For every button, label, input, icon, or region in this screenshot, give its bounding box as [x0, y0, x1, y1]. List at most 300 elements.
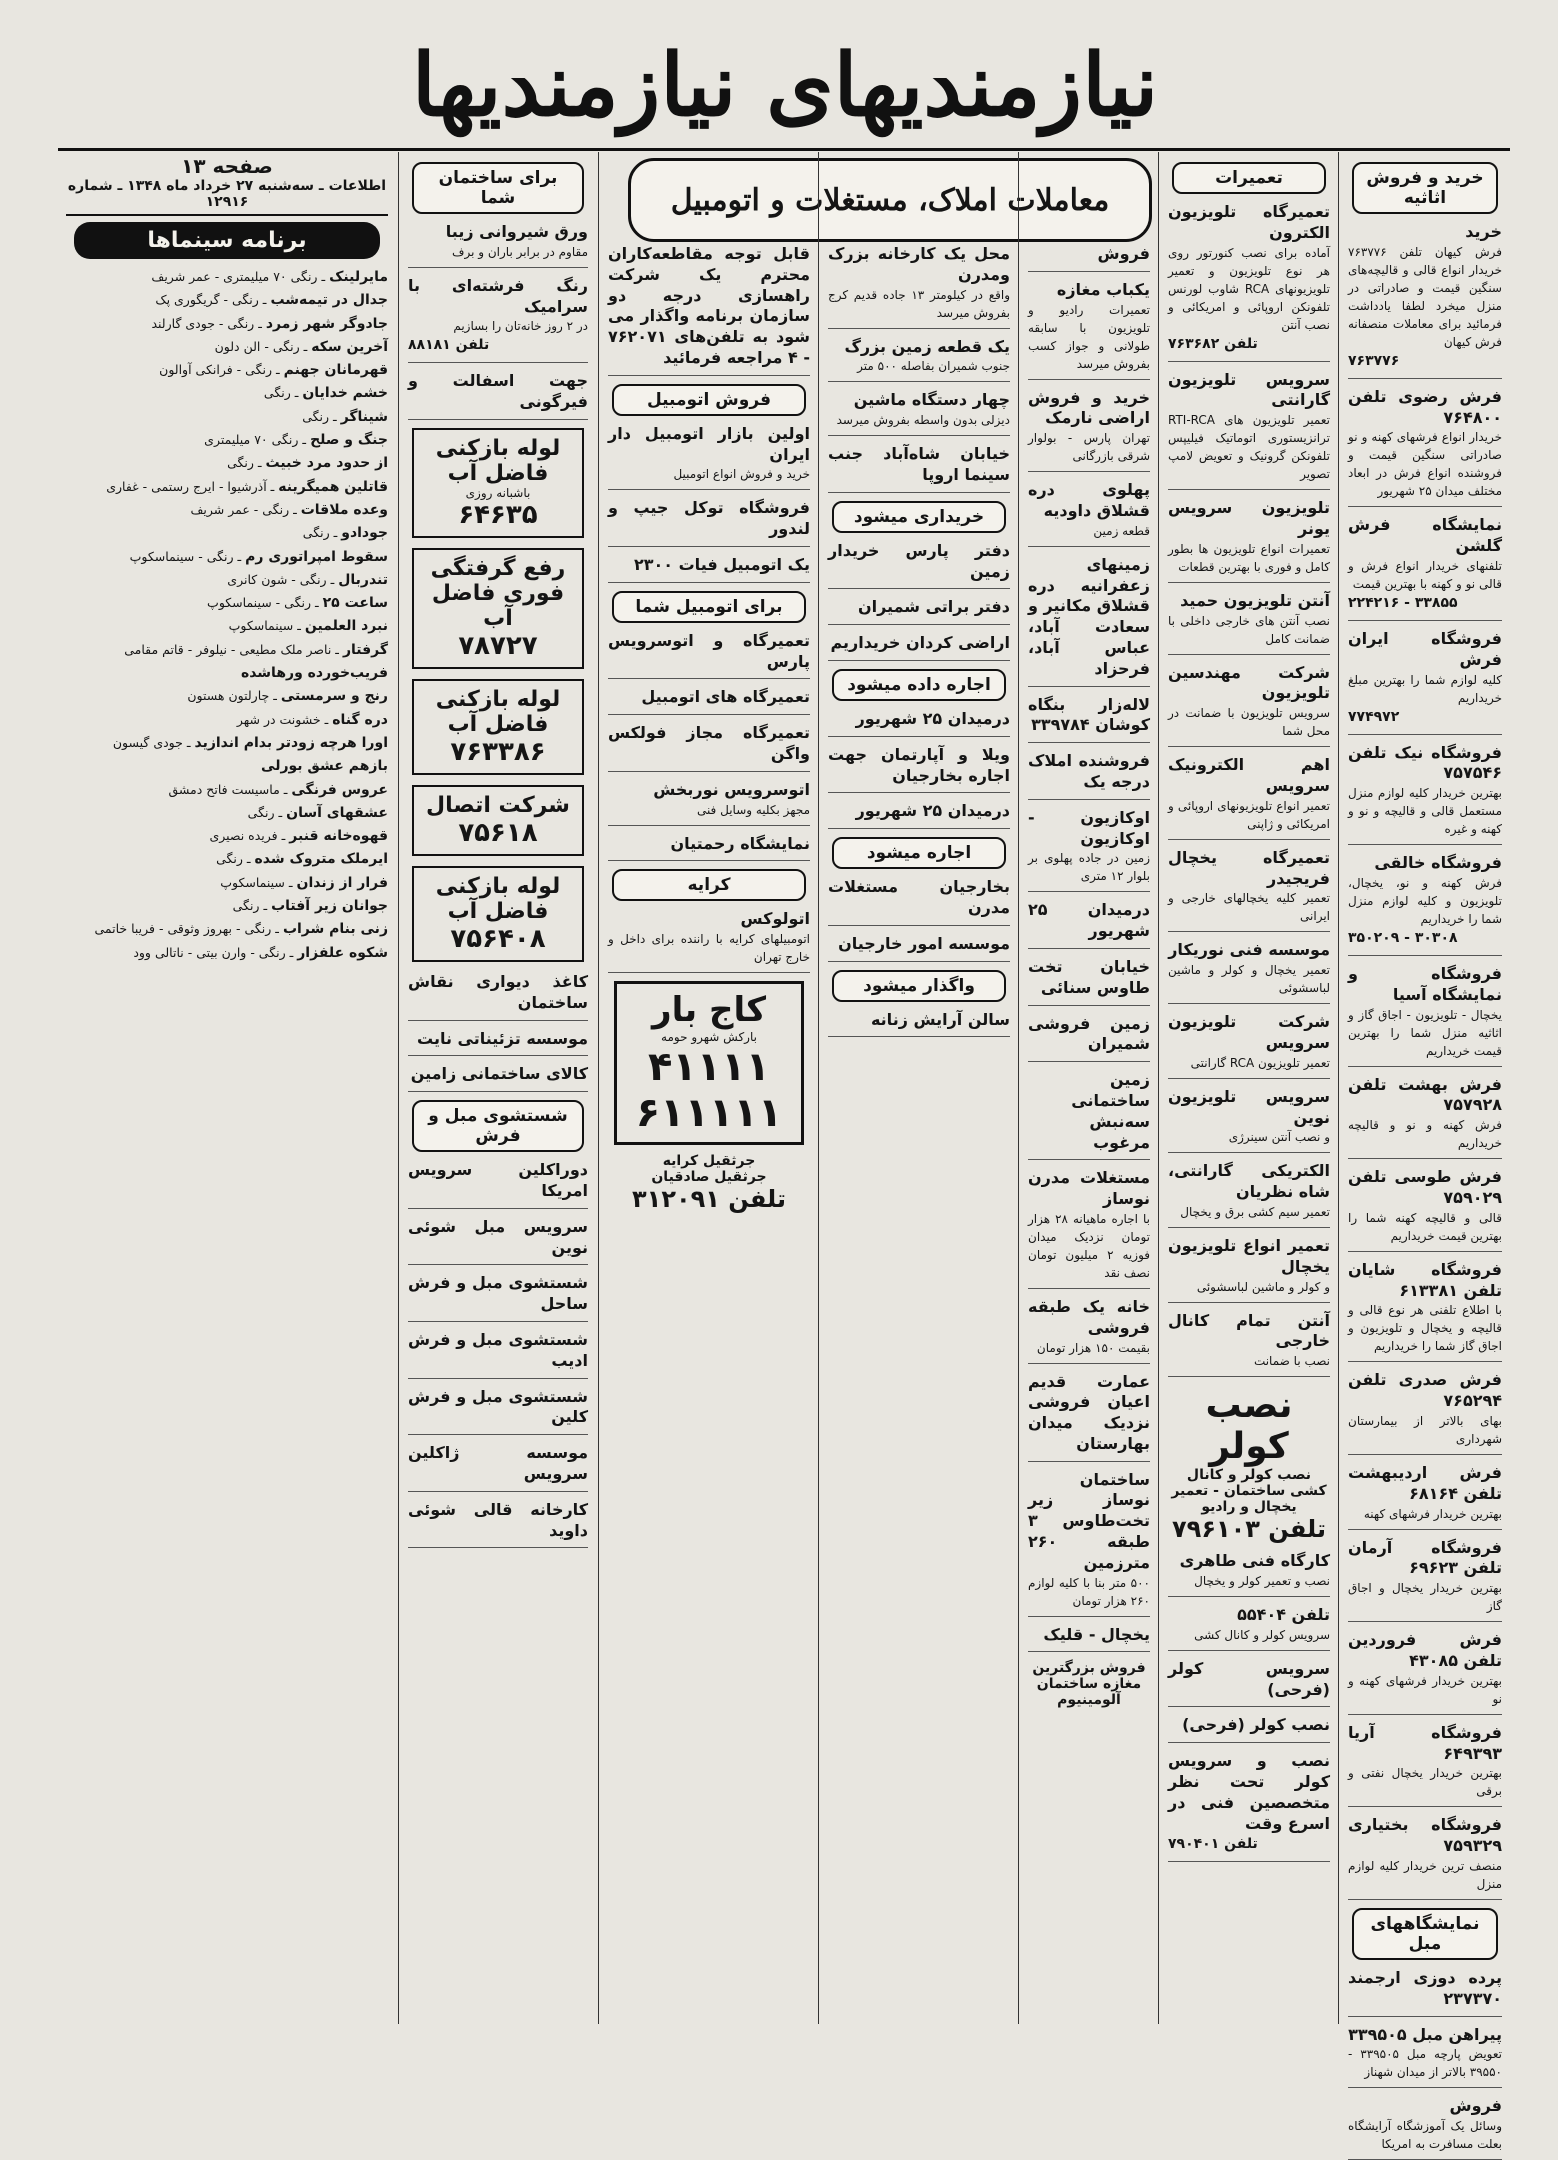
ad-body: تعمیرات انواع تلویزیون ها بطور کامل و فوری با بهترین قطعات: [1168, 541, 1330, 574]
separator: ـ: [317, 269, 330, 284]
film-details: رنگی - عمر شریف: [190, 501, 290, 517]
ad-title: عمارت قدیم اعیان فروشی نزدیک میدان بهارستان: [1028, 1371, 1150, 1453]
classified-ad: [1168, 1087, 1330, 1154]
ad-title: نمایشگاه رحمتیان: [670, 833, 810, 853]
classified-ad: [408, 1064, 588, 1092]
framed-ad-phone: ۶۴۶۳۵: [458, 499, 538, 530]
film-title: وعده ملاقات: [300, 501, 388, 518]
column-divider: [598, 152, 599, 2024]
ad-title: فروشگاه توکل جیپ و لندور: [608, 498, 810, 539]
ad-body: تعمیرات رادیو و تلویزیون با سابقه طولانی و جواز کسب بفروش میرسد: [1028, 302, 1150, 371]
ad-title: شستشوی مبل و فرش ادیب: [408, 1329, 588, 1370]
classified-ad: [1348, 1968, 1502, 2017]
film-details: رنگی - وارن بیتی - ناتالی وود: [133, 944, 286, 960]
film-title: ساعت ۲۵: [322, 595, 388, 612]
ad-title: مستغلات مدرن نوساز: [1028, 1168, 1150, 1209]
classified-ad: [608, 498, 810, 547]
cinema-listing: [66, 500, 388, 520]
autolux-ad: [608, 909, 810, 973]
ad-title: سرویس تلویزیون گارانتی: [1168, 369, 1330, 410]
classified-ad: [408, 1029, 588, 1057]
separator: ـ: [259, 898, 272, 914]
ad-body: نصب با ضمانت: [1253, 1354, 1330, 1369]
classified-ad: [408, 1160, 588, 1209]
cinema-listing: [66, 640, 388, 660]
crane-ad: [608, 1153, 810, 1213]
classified-ad: [608, 631, 810, 680]
film-details: رنگی: [263, 385, 291, 401]
classified-ad: [1028, 480, 1150, 547]
ad-title: موسسه امور خارجیان: [838, 933, 1010, 953]
classified-ad: [1348, 853, 1502, 956]
section-title: برای ساختمان شما: [412, 162, 584, 214]
classified-ad: [828, 745, 1010, 794]
ad-body: زمین در جاده پهلوی بر بلوار ۱۲ متری: [1028, 851, 1150, 884]
cinema-listing: [66, 570, 388, 590]
ad-body: خرید و فروش انواع اتومبیل: [673, 467, 810, 482]
classified-ad: [1168, 591, 1330, 655]
separator: ـ: [326, 571, 339, 587]
framed-ad-title: شرکت اتصال: [426, 792, 570, 818]
separator: ـ: [298, 432, 311, 448]
cinema-listing: [66, 803, 388, 823]
separator: ـ: [274, 804, 287, 820]
classified-ad: [828, 337, 1010, 383]
ad-title: شرکت تلویزیون سرویس: [1168, 1012, 1330, 1052]
ad-phone: ۷۷۴۹۷۲: [1348, 708, 1400, 725]
film-details: رنگی - الن دلون: [214, 338, 300, 354]
classified-ad: [1168, 663, 1330, 748]
ad-phone: ۲۲۴۲۱۶ - ۳۳۸۵۵: [1348, 594, 1458, 611]
film-details: خشونت در شهر: [236, 711, 321, 727]
cinema-listing: [66, 477, 388, 497]
separator: ـ: [284, 874, 297, 890]
film-details: رنگی - جودی گارلند: [151, 315, 255, 331]
ad-title: رنگ فرشته‌ای با سرامیک: [408, 275, 588, 316]
ad-body: دیزلی بدون واسطه بفروش میرسد: [836, 413, 1010, 428]
section-title: واگذار میشود: [832, 970, 1006, 1002]
classified-ad: [1168, 202, 1330, 362]
ad-body: بهترین خریدار یخچال نفتی و برقی: [1348, 1766, 1502, 1799]
classified-ad: [1168, 1715, 1330, 1743]
ad-body: منصف ترین خریدار کلیه لوازم منزل: [1348, 1858, 1502, 1891]
cinema-listing: [66, 314, 388, 334]
ad-body: وسائل یک آموزشگاه آرایشگاه بعلت مسافرت به امریکا: [1348, 2119, 1502, 2152]
ad-title: فروش: [1449, 2096, 1502, 2116]
film-title: قهرمانان جهنم: [283, 362, 388, 379]
classified-ad: [608, 834, 810, 862]
kooler-subtitle: نصب کولر و کانال کشی ساختمان - تعمیر یخچال و رادیو: [1171, 1467, 1327, 1516]
ad-title: زمین فروشی شمیران: [1028, 1013, 1150, 1054]
classified-ad: [1168, 1311, 1330, 1378]
ad-body: جنوب شمیران بفاصله ۵۰۰ متر: [857, 359, 1010, 374]
ad-title: اوکازیون - اوکازیون: [1028, 807, 1150, 848]
ad-body: با اجاره ماهیانه ۲۸ هزار تومان نزدیک میدان فوزیه ۲ میلیون تومان نصف نقد: [1028, 1211, 1151, 1280]
column-automobile: [600, 240, 818, 2024]
classified-ad: [608, 555, 810, 583]
ad-title: بخارجیان مستغلات مدرن: [828, 877, 1010, 917]
framed-ad: [412, 785, 584, 856]
ad-title: اهم الکترونیک سرویس: [1168, 755, 1330, 795]
classified-ad: [1168, 498, 1330, 583]
ad-title: تعمیرگاه و اتوسرویس پارس: [608, 630, 810, 671]
column-repairs: [1160, 152, 1338, 2024]
crane-title: جرثقیل کرایه: [662, 1153, 756, 1170]
framed-ad-title: لوله بازکنی فاضل آب: [435, 686, 561, 737]
cinema-listing: [66, 756, 388, 776]
ad-title: نصب و سرویس کولر تحت نظر متخصصین فنی در اسرع وقت: [1168, 1751, 1330, 1833]
cinema-listing: [66, 826, 388, 846]
ad-body: سرویس کولر و کانال کشی: [1194, 1627, 1330, 1642]
ad-title: ویلا و آپارتمان جهت اجاره بخارجیان: [828, 744, 1010, 785]
separator: ـ: [253, 455, 266, 471]
contractor-notice-text: قابل توجه مقاطعه‌کاران محترم یک شرکت راهسازی درجه دو سازمان برنامه واگذار می شود به تلفن‌های ۷۶۲۰۷۱ - ۴ مراجعه فرمائید: [608, 244, 810, 367]
film-details: فریده نصیری: [209, 828, 278, 844]
classified-ad: [1348, 1463, 1502, 1530]
ad-body: بهترین خریدار یخچال و اجاق گاز: [1348, 1581, 1502, 1614]
film-details: ناصر ملک مطیعی - نیلوفر - قاتم مقامی: [124, 641, 332, 657]
ad-body: در ۲ روز خانه‌تان را بسازیم: [453, 319, 588, 334]
cinema-listing: [66, 780, 388, 800]
cinema-listing: [66, 523, 388, 543]
ad-body: نصب آنتن های خارجی داخلی با ضمانت کامل: [1168, 613, 1330, 646]
classified-ad: [1168, 1659, 1330, 1708]
film-details: چارلتون هستون: [187, 688, 270, 704]
ad-body: تعمیر سیم کشی برق و یخچال: [1180, 1204, 1330, 1219]
separator: ـ: [271, 921, 283, 937]
ad-body: قالی و قالیچه کهنه شما را بهترین قیمت خریداریم: [1348, 1210, 1502, 1243]
film-title: زنی بنام شراب: [282, 921, 388, 938]
classified-ad: [1168, 1236, 1330, 1303]
ad-phone: تلفن ۷۹۰۴۰۱: [1168, 1836, 1258, 1853]
classified-ad: [828, 390, 1010, 436]
film-details: ماسیست فاتح دمشق: [168, 781, 280, 797]
ad-title: یکباب مغازه: [1056, 279, 1150, 299]
ad-body: با اطلاع تلفنی هر نوع قالی و قالیچه و یخچال و تلویزیون و اجاق گاز شما را خریداریم: [1348, 1303, 1502, 1354]
section-title: کرایه: [612, 869, 806, 901]
film-title: از حدود مرد خبیث: [265, 455, 388, 472]
framed-ad-title: لوله بازکنی فاضل آب: [435, 435, 561, 486]
film-title: سقوط امپراتوری رم: [245, 548, 388, 565]
classified-ad: [828, 541, 1010, 590]
ad-title: شستشوی مبل و فرش کلین: [408, 1386, 588, 1427]
classified-ad: [1348, 1723, 1502, 1808]
ad-title: فرش اردیبهشت تلفن ۶۸۱۶۴: [1348, 1462, 1502, 1503]
cinema-listing: [66, 849, 388, 869]
kooler-title: نصب کولر: [1205, 1385, 1293, 1468]
classified-ad: [408, 1443, 588, 1492]
framed-ad-phone: ۷۵۶۱۸: [458, 817, 538, 848]
ad-title: درمیدان ۲۵ شهریور: [855, 708, 1010, 728]
column-divider: [818, 152, 819, 2024]
cinema-listing: [66, 453, 388, 473]
ad-title: تلفن ۵۵۴۰۴: [1237, 1604, 1330, 1624]
section-title: خرید و فروش اثاثیه: [1352, 162, 1498, 214]
ad-title: درمیدان ۲۵ شهریور: [855, 801, 1010, 821]
film-title: خشم خدایان: [302, 385, 388, 402]
film-details: آذرشیوا - ایرج رستمی - غفاری: [106, 478, 267, 494]
framed-ad-title: رفع گرفتگی فوری فاضل آب: [430, 555, 566, 631]
ad-body: بهای بالاتر از بیمارستان شهرداری: [1348, 1413, 1502, 1446]
classified-ad: [828, 244, 1010, 329]
ad-title: موسسه تزئیناتی نایت: [417, 1028, 588, 1048]
separator: ـ: [258, 292, 271, 308]
classified-ad: [408, 276, 588, 364]
column-divider: [1018, 152, 1019, 2024]
ad-body: بهترین خریدار فرشهای کهنه و نو: [1348, 1673, 1502, 1706]
classified-ad: [1028, 1470, 1150, 1617]
masthead-title: نیازمندیهای نیازمندیها: [411, 34, 1159, 136]
separator: ـ: [182, 734, 195, 750]
classified-ad: [608, 780, 810, 826]
film-details: رنگی: [227, 455, 254, 471]
ad-title: فرش رضوی تلفن ۷۶۴۸۰۰: [1348, 386, 1502, 427]
crane-subtitle: جرثقیل صادقیان: [651, 1169, 767, 1186]
autolux-title: اتولوکس: [740, 909, 810, 929]
ad-title: فروشنده املاک درجه یک: [1028, 751, 1150, 791]
classified-ad: [1168, 1551, 1330, 1597]
classified-ad: [1348, 1538, 1502, 1623]
ad-title: شستشوی مبل و فرش ساحل: [408, 1273, 588, 1314]
section-banner: معاملات املاک، مستغلات و اتومبیل: [628, 158, 1152, 242]
separator: ـ: [277, 828, 290, 844]
separator: ـ: [329, 408, 341, 424]
ad-title: پهلوی دره قشلاق داودیه: [1028, 480, 1150, 520]
column-furniture: [1340, 152, 1510, 2152]
ad-body: تعمیر کلیه یخچالهای خارجی و ایرانی: [1168, 891, 1330, 924]
ad-title: فرش بهشت تلفن ۷۵۷۹۲۸: [1348, 1074, 1502, 1115]
ad-body: یخچال - تلویزیون - اجاق گاز و اثاثیه منزل شما را بهترین قیمت خریداریم: [1348, 1007, 1502, 1058]
ad-title: کالای ساختمانی زامین: [410, 1064, 588, 1084]
ad-body: واقع در کیلومتر ۱۳ جاده قدیم کرج بفروش میرسد: [828, 287, 1010, 320]
ad-body: بهترین خریدار فرشهای کهنه: [1363, 1506, 1502, 1521]
classified-ad: [1168, 1751, 1330, 1862]
film-details: جودی گیسون: [112, 734, 183, 750]
cinema-listing: [66, 686, 388, 706]
film-details: رنگی - سینماسکوپ: [207, 595, 311, 611]
ad-body: سرویس تلویزیون با ضمانت در محل شما: [1168, 706, 1330, 739]
film-title: جودادو: [341, 525, 388, 542]
ad-title: اولین بازار اتومبیل دار ایران: [608, 423, 810, 464]
framed-ad-phone: ۷۵۶۴۰۸: [450, 923, 546, 954]
autolux-body: اتومبیلهای کرایه با راننده برای داخل و خارج تهران: [608, 932, 810, 965]
column-divider: [1158, 152, 1159, 2024]
ad-title: پیراهن مبل ۳۳۹۵۰۵: [1348, 2024, 1502, 2044]
ad-body: تهران پارس - بولوار شرقی بازرگانی: [1028, 431, 1150, 464]
column-real-estate: [1020, 240, 1158, 2024]
column-property: [820, 240, 1018, 2024]
ad-title: فروشگاه شایان تلفن ۶۱۳۳۸۱: [1348, 1259, 1502, 1300]
film-details: رنگی: [302, 408, 330, 424]
classified-ad: [1348, 1630, 1502, 1715]
ad-title: خرید: [1465, 222, 1502, 241]
film-title: جدال در تیمه‌شب: [270, 292, 388, 309]
ad-body: فرش کیهان تلفن ۷۶۳۷۷۶ خریدار انواع قالی و قالیچه‌های سنگین قیمت و صادراتی در منزل میخرد لطفا یادداشت فرمائید برای معاملات منصفانه فرش کیهان: [1348, 244, 1502, 349]
ad-title: زمینهای زعفرانیه دره قشلاق مکانیر و سعادت آباد، عباس آباد، فرحزاد: [1027, 554, 1150, 678]
ad-body: مجهز بکلیه وسایل فنی: [696, 802, 810, 817]
film-details: رنگی ۷۰ میلیمتری - عمر شریف: [151, 269, 318, 284]
ad-body: قطعه زمین: [1093, 523, 1150, 538]
ad-body: فرش کهنه و نو و قالیچه خریداریم: [1348, 1118, 1502, 1151]
ad-title: چهار دستگاه ماشین: [853, 390, 1010, 410]
column-divider: [398, 152, 399, 2024]
separator: ـ: [331, 641, 343, 657]
ad-title: ساختمان نوساز زیر تخت‌طاوس ۳ طبقه ۲۶۰ مترزمین: [1028, 1469, 1150, 1572]
classified-ad: [1348, 1075, 1502, 1160]
classified-ad: [1028, 388, 1150, 473]
ad-title: خیابان شاه‌آباد جنب سینما اروپا: [828, 444, 1010, 484]
framed-ad-subtitle: باشبانه روزی: [465, 485, 531, 500]
classified-ad: [1168, 1161, 1330, 1228]
film-details: رنگی - سینماسکوپ: [129, 548, 234, 564]
cinema-listing: [66, 290, 388, 310]
cinema-listing: [66, 593, 388, 613]
cinema-listing: [66, 616, 388, 636]
ad-phone: ۷۶۳۷۷۶: [1348, 352, 1400, 369]
classified-ad: [1028, 244, 1150, 272]
ad-body: و نصب آنتن سینرژی: [1228, 1130, 1330, 1145]
cinema-listing: [66, 383, 388, 403]
classified-ad: [828, 709, 1010, 737]
film-title: جوانان زیر آفتاب: [271, 898, 388, 915]
film-title: قاتلین همیگرینه: [278, 478, 388, 495]
film-title: جنگ و صلح: [310, 432, 388, 449]
ad-title: تعمیر انواع تلویزیون یخچال: [1168, 1235, 1330, 1276]
masthead: [60, 30, 1510, 140]
classified-ad: [828, 1010, 1010, 1038]
film-title: گرفتار: [342, 641, 388, 658]
ad-body: بقیمت ۱۵۰ هزار تومان: [1036, 1340, 1150, 1355]
classified-ad: [828, 877, 1010, 926]
ad-phone: تلفن ۸۸۱۸۱: [408, 337, 490, 354]
film-details: رنگی - بهروز وثوقی - فریبا خاتمی: [94, 921, 272, 937]
section-title: برنامه سینماها: [74, 222, 380, 259]
ad-body: تعمیر انواع تلویزیونهای اروپائی و امریکائی و ژاپنی: [1168, 798, 1330, 831]
ad-body: آماده برای نصب کنورتور روی هر نوع تلویزیون و تعمیر تلویزیونهای RCA شاوب لورنس تلفونکن اروپائی و امریکائی و نصب آنتن: [1168, 245, 1330, 332]
film-title: جادوگر شهر زمرد: [265, 315, 388, 332]
section-title: نمایشگاههای مبل: [1352, 1908, 1498, 1960]
framed-ad: [412, 679, 584, 775]
classified-ad: [1168, 1605, 1330, 1651]
film-title: نبرد العلمین: [304, 618, 388, 635]
classified-ad: [1028, 808, 1150, 893]
ad-title: فروشگاه خالقی: [1374, 853, 1502, 873]
ad-title: تعمیرگاه یخچال فریجیدر: [1168, 847, 1330, 888]
classified-ad: [1028, 555, 1150, 687]
ad-title: شرکت مهندسین تلویزیون: [1168, 662, 1330, 703]
crane-phone: تلفن ۳۱۲۰۹۱: [632, 1185, 786, 1214]
cinema-listing: [66, 896, 388, 916]
framed-ad-phone: ۷۶۳۳۸۶: [450, 736, 546, 767]
ad-body: کلیه لوازم شما را بهترین مبلغ خریداریم: [1348, 672, 1502, 705]
separator: ـ: [269, 688, 281, 704]
film-details: رنگی - گریگوری پک: [155, 292, 259, 308]
ad-title: یک قطعه زمین بزرگ: [844, 336, 1010, 356]
ad-body: تعمیر تلویزیون های RTI-RCA ترانزیستوری اتوماتیک فیلیپس تلفونکن گرونیک و تعویض لامپ تصویر: [1168, 413, 1330, 482]
classified-ad: [408, 371, 588, 420]
ad-title: فروشگاه آرمان تلفن ۶۹۶۲۳: [1348, 1537, 1502, 1578]
classified-ad: [828, 597, 1010, 625]
film-title: قهوه‌خانه قنبر: [289, 828, 388, 845]
separator: ـ: [320, 711, 333, 727]
ad-title: الکتریکی گارانتی، شاه نظریان: [1168, 1161, 1330, 1202]
separator: ـ: [279, 781, 292, 797]
ad-title: فرش طوسی تلفن ۷۵۹۰۲۹: [1348, 1167, 1502, 1207]
aluminium-ad: [1028, 1660, 1150, 1708]
ad-title: اراضی کردان خریداریم: [830, 633, 1010, 653]
separator: ـ: [266, 478, 279, 494]
film-details: رنگی ۷۰ میلیمتری: [204, 432, 299, 448]
ad-body: مقاوم در برابر باران و برف: [452, 244, 588, 259]
ad-title: خرید و فروش اراضی نارمک: [1028, 387, 1150, 428]
classified-ad: [408, 1273, 588, 1322]
classified-ad: [608, 424, 810, 491]
ad-title: نمایشگاه فرش گلشن: [1348, 515, 1502, 556]
ad-title: سرویس تلویزیون نوین: [1168, 1086, 1330, 1127]
classified-ad: [1028, 900, 1150, 949]
separator: ـ: [271, 362, 284, 378]
ad-title: دفتر پارس خریدار زمین: [828, 540, 1010, 581]
ad-title: کاغذ دیواری نقاش ساختمان: [408, 971, 588, 1012]
ad-phone: ۳۵۰۲۰۹ - ۳۰۳۰۸: [1348, 929, 1458, 946]
classified-ad: [1348, 629, 1502, 735]
separator: ـ: [289, 501, 301, 517]
ad-body: بهترین خریدار کلیه لوازم منزل مستعمل قالی و قالیچه و نو و کهنه و غیره: [1348, 786, 1502, 837]
classified-ad: [408, 1500, 588, 1549]
ad-title: ورق شیروانی زیبا: [445, 222, 588, 241]
ad-title: کارخانه قالی شوئی داوید: [408, 1499, 588, 1540]
ad-title: موسسه فنی نوریکار: [1168, 940, 1330, 960]
film-details: رنگی - فرانکی آوالون: [159, 362, 272, 378]
film-title: دره گناه: [332, 711, 388, 728]
cinema-listing: [66, 360, 388, 380]
ad-title: خانه یک طبقه فروشی: [1028, 1296, 1150, 1337]
ad-title: فروشگاه و نمایشگاه آسیا: [1348, 963, 1502, 1004]
section-title: خریداری میشود: [832, 501, 1006, 533]
cinema-listing: [66, 547, 388, 567]
classified-ad: [408, 1217, 588, 1266]
classified-ad: [1028, 1070, 1150, 1160]
ad-title: محل یک کارخانه بزرک ومدرن: [828, 244, 1010, 284]
classified-ad: [1348, 2096, 1502, 2160]
film-title: ایرملک متروک شده: [254, 851, 388, 868]
ad-title: فروشگاه آریا ۶۴۹۳۹۳: [1348, 1722, 1502, 1763]
ad-title: خیابان تخت طاوس سنائی: [1028, 956, 1150, 997]
classified-ad: [1348, 222, 1502, 379]
film-details: رنگی: [302, 525, 330, 541]
page-number: صفحه ۱۳: [181, 154, 273, 178]
ad-title: فروشگاه بختیاری ۷۵۹۳۲۹: [1348, 1815, 1502, 1856]
classified-ad: [1348, 1815, 1502, 1900]
ad-title: دفتر براتی شمیران: [857, 597, 1010, 617]
kaj-bar-ad: [614, 981, 804, 1145]
section-title: تعمیرات: [1172, 162, 1326, 194]
cinema-listing: [66, 919, 388, 939]
classified-ad: [828, 444, 1010, 493]
ad-title: اتوسرویس نوربخش: [653, 779, 810, 799]
ad-body: خریدار انواع فرشهای کهنه و نو صادراتی سنگین قیمت و فروشنده انواع فرش در ابعاد مختلف میدان ۲۵ شهریور: [1348, 430, 1502, 499]
classified-ad: [1348, 743, 1502, 846]
film-title: آخرین سکه: [311, 338, 388, 355]
classified-ad: [1168, 1012, 1330, 1079]
ad-title: فروش: [1097, 244, 1150, 263]
separator: ـ: [299, 338, 312, 354]
film-title: فرار از زندان: [296, 874, 388, 891]
ad-title: آنتن تلویزیون حمید: [1180, 590, 1330, 610]
framed-ad-title: لوله بازکنی فاضل آب: [435, 873, 561, 924]
classified-ad: [1168, 755, 1330, 840]
film-details: سینماسکوپ: [220, 874, 285, 890]
